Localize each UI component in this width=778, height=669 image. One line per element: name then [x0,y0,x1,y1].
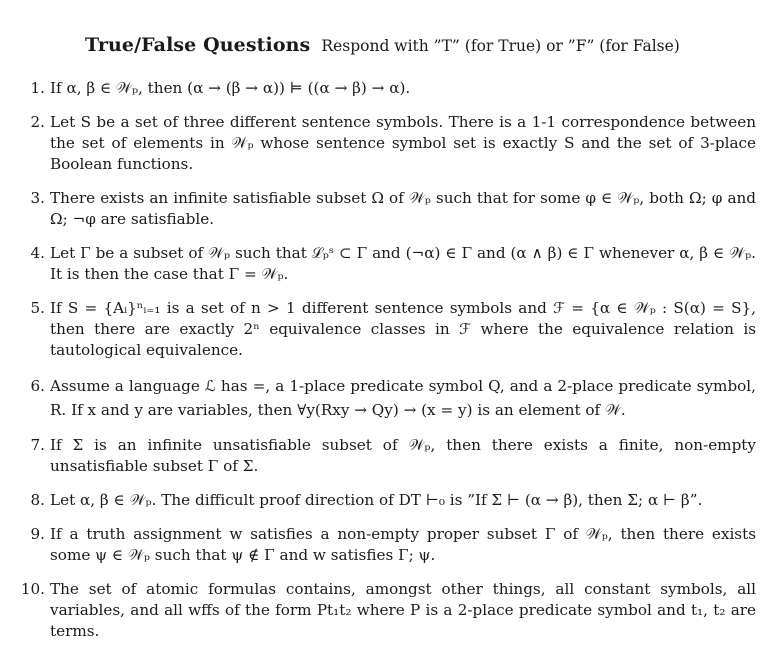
question-item [22,490,756,511]
question-item [22,78,756,99]
page-title: True/False Questions [85,34,311,56]
question-text: Let α, β ∈ 𝒲ₚ. The difficult proof direction of DT ⊢₀ is ”If Σ ⊢ (α → β), then Σ; α ⊢ β”. [50,491,703,509]
question-item [22,374,756,422]
question-number: 4. [30,244,45,262]
question-item [22,188,756,230]
instruction-text: Respond with ”T” (for True) or ”F” (for False) [321,37,680,55]
question-item [22,112,756,175]
question-text: There exists an infinite satisfiable subset Ω of 𝒲ₚ such that for some φ ∈ 𝒲ₚ, both Ω; φ and Ω; ¬φ are satisfiable. [50,189,756,228]
header [85,33,756,58]
question-text: Let S be a set of three different sentence symbols. There is a 1-1 correspondence between the set of elements in 𝒲ₚ whose sentence symbol set is exactly S and the set of 3-place Boolean functions. [50,113,756,173]
question-number: 1. [30,79,45,97]
question-number: 5. [30,299,45,317]
question-text: If α, β ∈ 𝒲ₚ, then (α → (β → α)) ⊨ ((α → β) → α). [50,79,411,97]
question-text: Assume a language ℒ has =, a 1-place predicate symbol Q, and a 2-place predicate symbol, R. If x and y are variables, then ∀y(Rxy → Qy) → (x = y) is an element of 𝒲. [50,377,756,419]
question-number: 10. [20,580,45,598]
question-item [22,243,756,285]
question-item [22,579,756,642]
question-item [22,298,756,361]
question-number: 8. [30,491,45,509]
question-number: 9. [30,525,45,543]
question-number: 3. [30,189,45,207]
question-item [22,435,756,477]
question-number: 6. [30,377,45,395]
question-text: If S = {Aᵢ}ⁿᵢ₌₁ is a set of n > 1 different sentence symbols and ℱ = {α ∈ 𝒲ₚ : S(α) = S}, then there are exactly 2ⁿ equivalence classes in ℱ where the equivalence relation is tautological equivalence. [50,299,756,359]
question-number: 7. [30,436,45,454]
question-text: If a truth assignment w satisfies a non-empty proper subset Γ of 𝒲ₚ, then there exists some ψ ∈ 𝒲ₚ such that ψ ∉ Γ and w satisfies Γ; ψ. [50,525,756,564]
question-text: Let Γ be a subset of 𝒲ₚ such that ℒₚˢ ⊂ Γ and (¬α) ∈ Γ and (α ∧ β) ∈ Γ whenever α, β ∈ 𝒲ₚ. It is then the case that Γ = 𝒲ₚ. [50,244,756,283]
question-number: 2. [30,113,45,131]
question-list [22,78,756,642]
question-text: The set of atomic formulas contains, amongst other things, all constant symbols, all variables, and all wffs of the form Pt₁t₂ where P is a 2-place predicate symbol and t₁, t₂ are terms. [50,580,756,640]
question-item [22,524,756,566]
question-text: If Σ is an infinite unsatisfiable subset of 𝒲ₚ, then there exists a finite, non-empty unsatisfiable subset Γ of Σ. [50,436,756,475]
